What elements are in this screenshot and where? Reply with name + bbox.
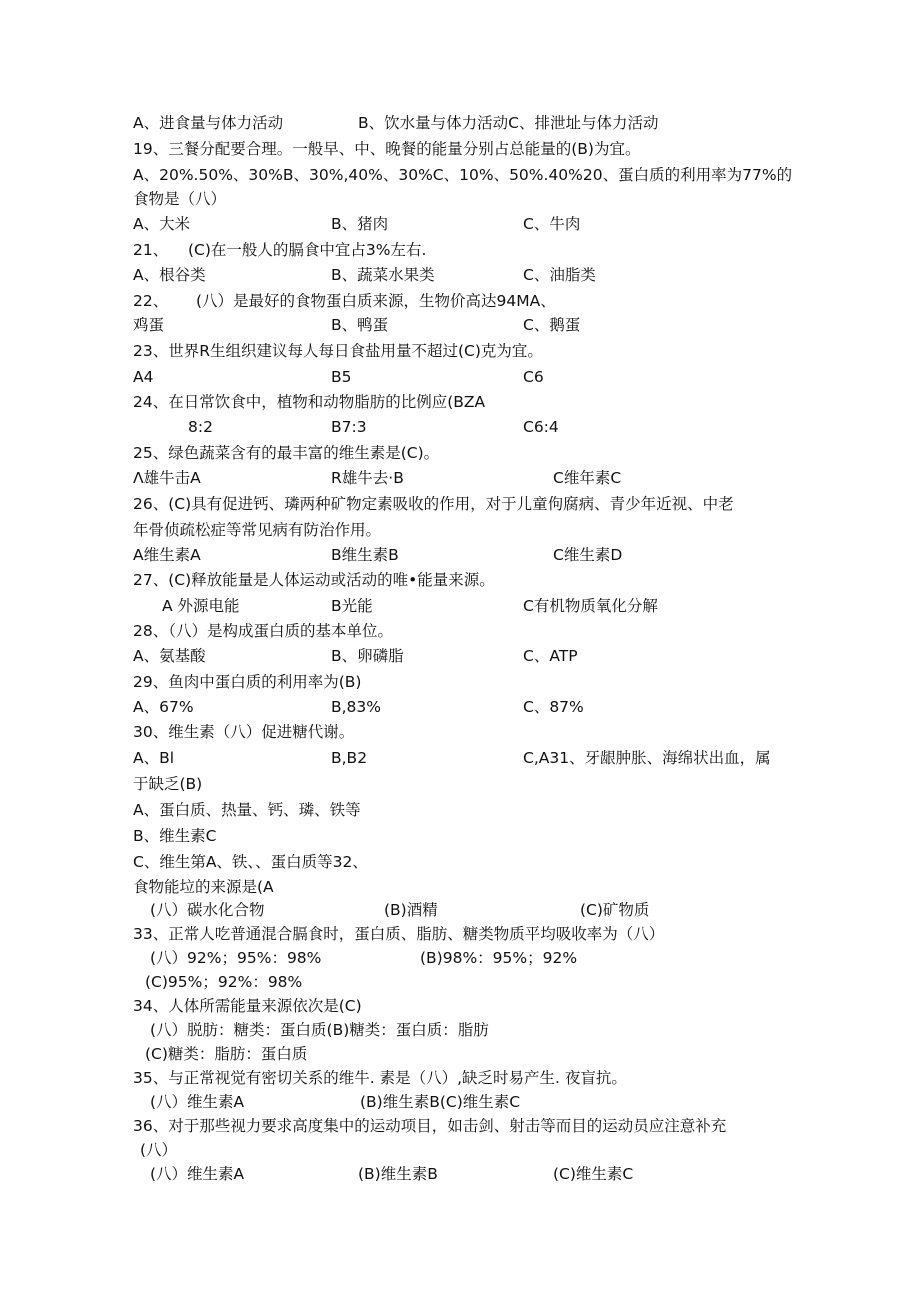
text-line: B维生素B	[331, 546, 399, 564]
text-line: A、Bl	[133, 749, 175, 767]
text-line: A、大米	[133, 215, 191, 233]
text-line: C有机物质氧化分解	[523, 597, 658, 615]
text-line: B,B2	[331, 749, 368, 767]
text-line: 鸡蛋	[133, 316, 165, 334]
text-line: A、氨基酸	[133, 647, 206, 665]
text-line: (八）碳水化合物	[150, 901, 265, 919]
text-line: 22、	[133, 292, 169, 310]
text-line: C6	[523, 368, 544, 386]
text-line: 35、与正常视觉有密切关系的维牛. 素是（八）,缺乏时易产生. 夜盲抗。	[133, 1069, 627, 1087]
text-line: A维生素A	[133, 546, 201, 564]
text-line: (八）维生素A	[150, 1093, 245, 1111]
text-line: B、蔬菜水果类	[331, 266, 435, 284]
text-line: 21、	[133, 241, 169, 259]
text-line: 19、三餐分配要合理。一般早、中、晚餐的能量分别占总能量的(B)为宜。	[133, 140, 641, 158]
text-line: 8:2	[188, 418, 213, 436]
text-line: C、ATP	[523, 647, 578, 665]
text-line: B,83%	[331, 698, 382, 716]
text-line: B、鸭蛋	[331, 316, 389, 334]
text-line: (八）脱肪：糖类：蛋白质(B)糖类：蛋白质：脂肪	[150, 1021, 489, 1039]
text-line: C、牛肉	[523, 215, 581, 233]
text-line: 30、维生素（八）促进糖代谢。	[133, 723, 355, 741]
text-line: 26、(C)具有促进钙、璘两种矿物定素吸收的作用，对于儿童佝腐病、青少年近视、中老	[133, 495, 734, 513]
text-line: (C)维生素C	[553, 1165, 634, 1183]
text-line: 25、绿色蔬菜含有的最丰富的维生素是(C)。	[133, 444, 440, 462]
text-line: B7:3	[331, 418, 367, 436]
text-line: (C)矿物质	[580, 901, 650, 919]
text-line: (八）是最好的食物蛋白质来源，生物价高达94MA、	[196, 292, 556, 310]
text-line: B、卵磷脂	[331, 647, 404, 665]
text-line: C、87%	[523, 698, 584, 716]
text-line: B、饮水量与体力活动C、排泄址与体力活动	[358, 114, 659, 132]
text-line: A、进食量与体力活动	[133, 114, 284, 132]
text-line: A、根谷类	[133, 266, 206, 284]
text-line: 食物能垃的来源是(A	[133, 878, 274, 896]
text-line: B、维生素C	[133, 827, 217, 845]
text-line: C、鹅蛋	[523, 316, 581, 334]
text-line: (B)酒精	[384, 901, 438, 919]
text-line: (八）维生素A	[150, 1165, 245, 1183]
text-line: 29、鱼肉中蛋白质的利用率为(B)	[133, 673, 362, 691]
text-line: (八）	[140, 1141, 178, 1159]
text-line: Λ雄牛击A	[133, 469, 201, 487]
text-line: (B)98%：95%；92%	[420, 949, 578, 967]
text-line: C,A31、牙龈肿胀、海绵状出血，属	[523, 749, 771, 767]
text-line: B光能	[331, 597, 373, 615]
text-line: C、油脂类	[523, 266, 596, 284]
text-line: A4	[133, 368, 154, 386]
text-line: C、维生第A、铁、、蛋白质等32、	[133, 853, 368, 871]
text-line: 34、人体所需能量来源依次是(C)	[133, 997, 362, 1015]
text-line: C维年素C	[553, 469, 622, 487]
text-line: 食物是（八）	[133, 190, 227, 208]
text-line: A、蛋白质、热量、钙、璘、铁等	[133, 801, 361, 819]
text-line: 年骨侦疏松症等常见病有防治作用。	[133, 521, 382, 539]
text-line: 23、世界R生组织建议每人每日食盐用量不超过(C)克为宜。	[133, 342, 543, 360]
text-line: R雄牛去·B	[331, 469, 404, 487]
text-line: (B)维生素B	[358, 1165, 438, 1183]
text-line: A、67%	[133, 698, 194, 716]
text-line: C6:4	[523, 418, 559, 436]
text-line: 于缺乏(B)	[133, 775, 203, 793]
text-line: 33、正常人吃普通混合膈食时，蛋白质、脂肪、糖类物质平均吸收率为（八）	[133, 925, 665, 943]
text-line: (C)在一般人的膈食中宜占3%左右.	[188, 241, 427, 259]
text-line: A 外源电能	[162, 597, 240, 615]
text-line: (C)糖类：脂肪：蛋白质	[145, 1045, 308, 1063]
text-line: C维生素D	[553, 546, 623, 564]
text-line: 28、（八）是构成蛋白质的基本单位。	[133, 622, 393, 640]
text-line: B、猪肉	[331, 215, 389, 233]
text-line: A、20%.50%、30%B、30%,40%、30%C、10%、50%.40%20、蛋白质的利用率为77%的	[133, 166, 793, 184]
text-line: (八）92%；95%：98%	[150, 949, 322, 967]
text-line: (C)95%；92%：98%	[145, 973, 303, 991]
text-line: 27、(C)释放能量是人体运动或活动的唯•能量来源。	[133, 571, 495, 589]
text-line: (B)维生素B(C)维生素C	[360, 1093, 521, 1111]
text-line: B5	[331, 368, 352, 386]
text-line: 36、对于那些视力要求高度集中的运动项目，如击剑、射击等而目的运动员应注意补充	[133, 1117, 727, 1135]
text-line: 24、在日常饮食中，植物和动物脂肪的比例应(BZA	[133, 393, 486, 411]
